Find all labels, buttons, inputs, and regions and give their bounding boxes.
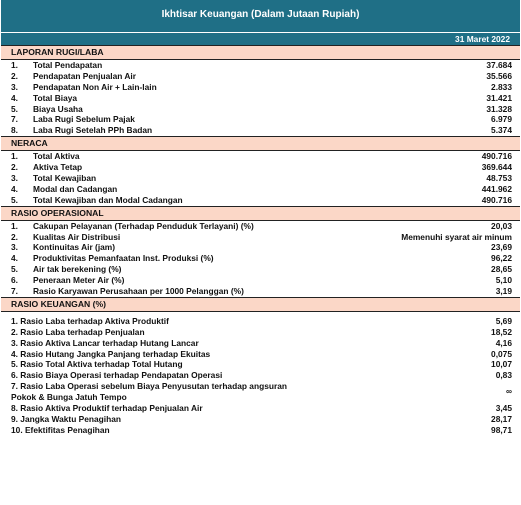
row-number: 5. [11,103,18,114]
table-row [1,114,520,125]
row-number: 1. [11,60,18,70]
row-label: Laba Rugi Sebelum Pajak [33,114,135,125]
row-number: 4. [11,183,18,194]
row-value: 0,075 [491,348,512,359]
row-number: 3. [11,81,18,92]
row-label: Biaya Usaha [33,103,83,114]
row-number: 7. [11,286,18,297]
row-label: Kontinuitas Air (jam) [33,242,116,253]
row-value: ∞ [506,386,512,397]
row-value: 20,03 [491,220,512,231]
section-laba-rugi [1,60,520,136]
row-value: 28,17 [491,414,512,425]
row-value: 31.421 [486,92,512,103]
section-header-keuangan: RASIO KEUANGAN (%) [1,297,520,312]
section-header-laba-rugi: LAPORAN RUGI/LABA [1,45,520,60]
row-value: 490.716 [481,194,512,205]
section-keuangan [1,316,520,436]
row-number: 3. [11,173,18,184]
section-neraca [1,151,520,205]
row-value: 48.753 [486,173,512,184]
table-row [1,264,520,275]
table-row [1,60,520,71]
row-value: 0,83 [495,370,512,381]
row-number: 1. [11,151,18,162]
table-row [1,93,520,104]
row-value: 28,65 [491,264,512,275]
table-row [1,316,520,327]
row-label: Modal dan Cadangan [33,183,118,194]
row-value: 10,07 [491,359,512,370]
row-value: 369.644 [481,162,512,173]
table-row [1,425,520,436]
table-row [1,184,520,195]
table-row [1,403,520,414]
row-label: 6. Rasio Biaya Operasi terhadap Pendapatan Operasi [11,370,223,381]
table-row [1,162,520,173]
table-row [1,359,520,370]
row-value: 37.684 [486,60,512,70]
row-label: Total Pendapatan [33,60,103,70]
row-number: 5. [11,264,18,275]
row-number: 8. [11,125,18,136]
row-label: Laba Rugi Setelah PPh Badan [33,125,153,136]
table-row [1,253,520,264]
table-row [1,173,520,184]
row-label: 5. Rasio Total Aktiva terhadap Total Hutang [11,359,183,370]
row-number: 2. [11,70,18,81]
row-number: 7. [11,114,18,125]
financial-summary-table [1,0,520,436]
row-value: 35.566 [486,70,512,81]
row-label: 3. Rasio Aktiva Lancar terhadap Hutang Lancar [11,337,199,348]
section-operasional [1,221,520,297]
row-number: 4. [11,92,18,103]
table-row [1,275,520,286]
row-label: 8. Rasio Aktiva Produktif terhadap Penjualan Air [11,403,203,414]
row-label: 4. Rasio Hutang Jangka Panjang terhadap Ekuitas [11,348,211,359]
row-value: 5.374 [491,125,512,136]
row-label: 2. Rasio Laba terhadap Penjualan [11,326,145,337]
table-row [1,195,520,206]
row-label: Pendapatan Penjualan Air [33,70,137,81]
row-value: 96,22 [491,253,512,264]
row-value: 98,71 [491,425,512,436]
table-row [1,125,520,136]
table-row [1,82,520,93]
row-label: Total Aktiva [33,151,80,162]
row-value: Memenuhi syarat air minum [401,231,512,242]
row-number: 4. [11,253,18,264]
table-row [1,71,520,82]
row-number: 3. [11,242,18,253]
row-label: 9. Jangka Waktu Penagihan [11,414,121,425]
table-row [1,370,520,381]
row-value: 3,19 [495,286,512,297]
table-row [1,414,520,425]
table-row [1,349,520,360]
row-label: Pendapatan Non Air + Lain-lain [33,81,157,92]
row-value: 490.716 [481,151,512,162]
row-label: Air tak berekening (%) [33,264,122,275]
row-label: Cakupan Pelayanan (Terhadap Penduduk Terlayani) (%) [33,220,254,231]
row-label: Kualitas Air Distribusi [33,231,121,242]
row-number: 5. [11,194,18,205]
row-label: 1. Rasio Laba terhadap Aktiva Produktif [11,315,169,326]
row-label: Rasio Karyawan Perusahaan per 1000 Pelanggan (%) [33,286,244,297]
table-row [1,286,520,297]
row-value: 5,69 [495,315,512,326]
row-value: 6.979 [491,114,512,125]
row-number: 2. [11,162,18,173]
table-row [1,221,520,232]
row-label: Aktiva Tetap [33,162,83,173]
row-label: 10. Efektifitas Penagihan [11,425,110,436]
row-label: Peneraan Meter Air (%) [33,275,125,286]
section-header-neraca: NERACA [1,136,520,151]
table-row [1,338,520,349]
row-label: Total Biaya [33,92,78,103]
row-value: 4,16 [495,337,512,348]
row-number: 1. [11,220,18,231]
row-value: 18,52 [491,326,512,337]
table-row [1,232,520,243]
row-value: 2.833 [491,81,512,92]
report-date: 31 Maret 2022 [1,32,520,45]
table-row [1,151,520,162]
row-value: 23,69 [491,242,512,253]
row-label: Total Kewajiban [33,173,97,184]
table-title-bar [1,0,520,32]
table-row [1,381,520,403]
row-number: 2. [11,231,18,242]
row-number: 6. [11,275,18,286]
row-label: 7. Rasio Laba Operasi sebelum Biaya Penyusutan terhadap angsuran Pokok & Bunga Jatuh Tempo [11,381,288,403]
row-value: 5,10 [495,275,512,286]
table-row [1,327,520,338]
row-label: Produktivitas Pemanfaatan Inst. Produksi (%) [33,253,214,264]
row-label: Total Kewajiban dan Modal Cadangan [33,194,183,205]
table-title: Ikhtisar Keuangan (Dalam Jutaan Rupiah) [161,9,360,20]
row-value: 31.328 [486,103,512,114]
table-row [1,242,520,253]
row-value: 441.962 [481,183,512,194]
section-header-operasional: RASIO OPERASIONAL [1,206,520,221]
table-row [1,104,520,115]
row-value: 3,45 [495,403,512,414]
